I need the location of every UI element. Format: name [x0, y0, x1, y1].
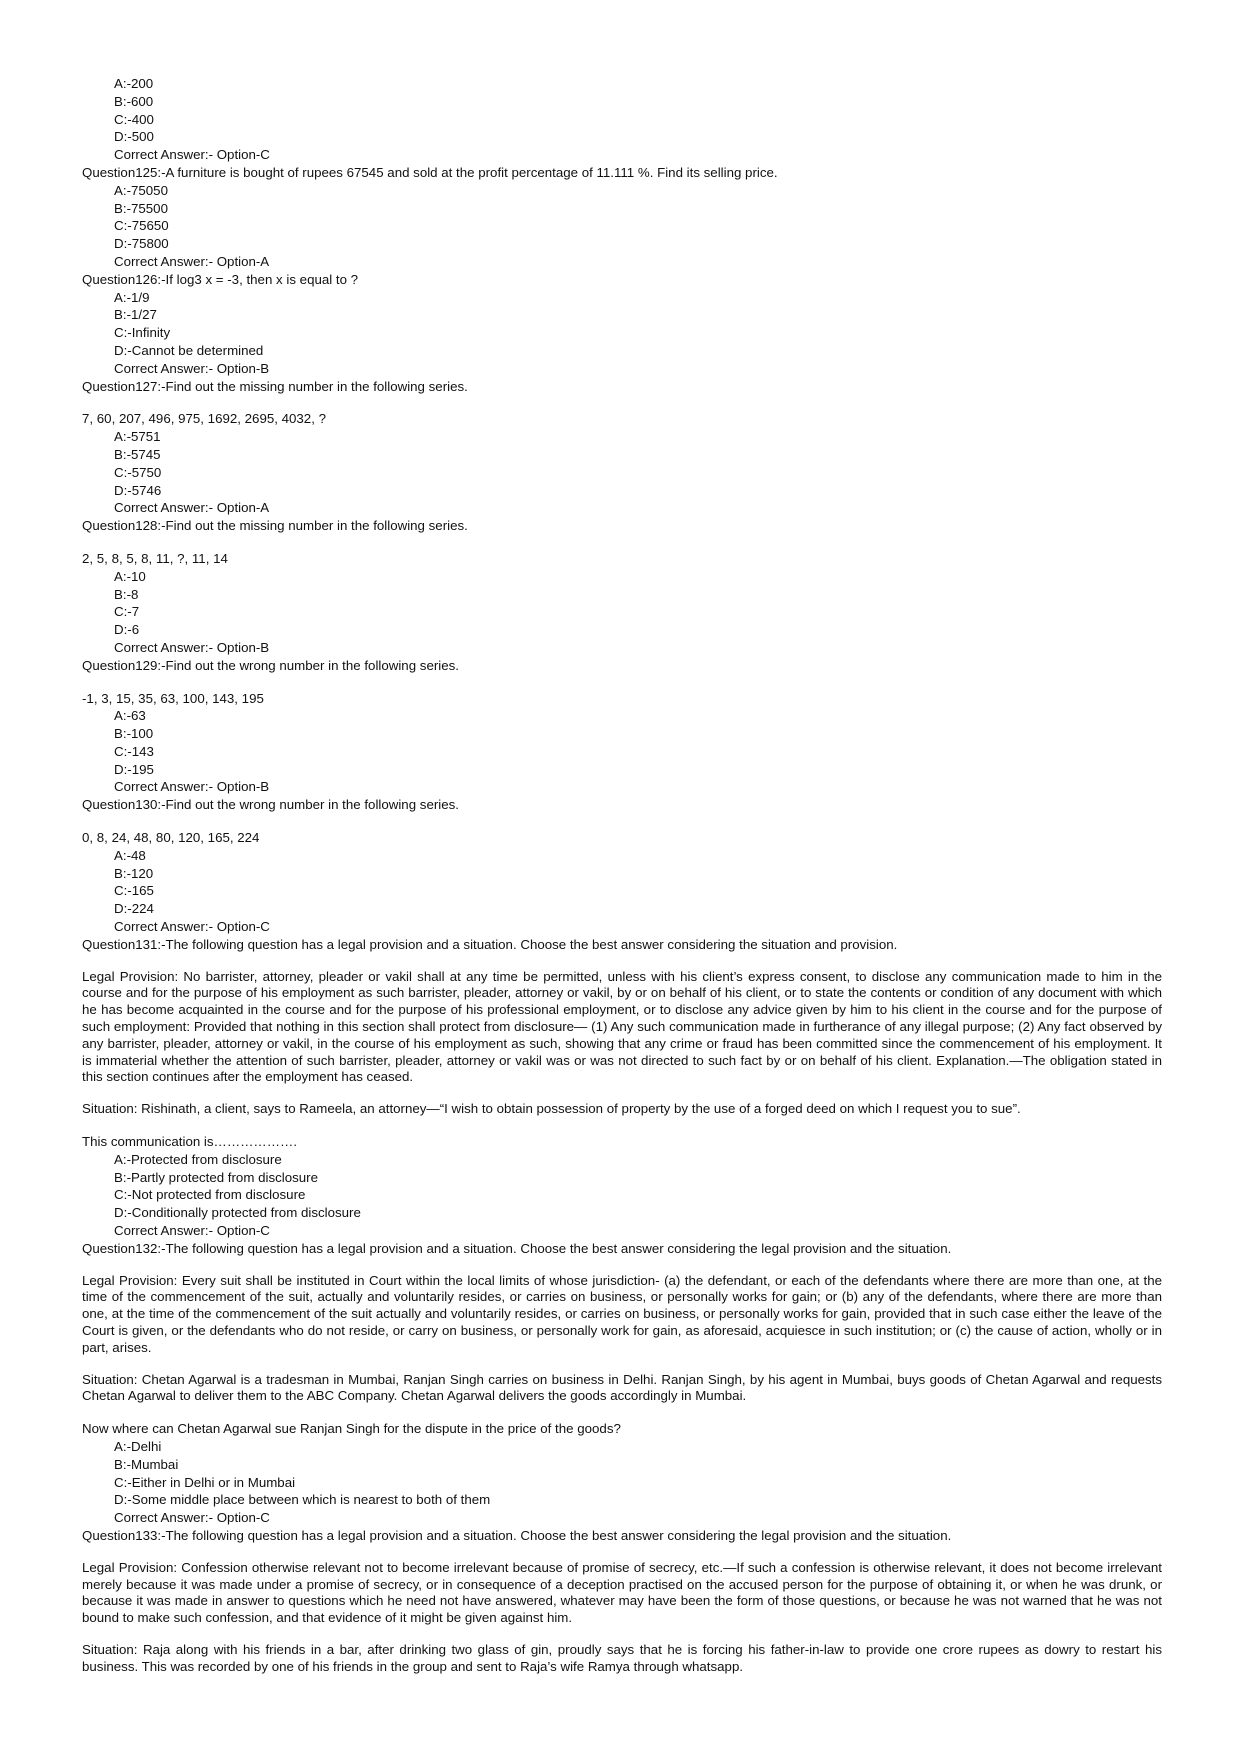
- option-d: D:-75800: [114, 236, 169, 252]
- option-d: D:-195: [114, 761, 154, 777]
- option-b: B:-120: [114, 865, 154, 881]
- situation: Situation: Chetan Agarwal is a tradesman in Mumbai, Ranjan Singh carries on business in Delhi. Ranjan Singh, by his agent in Mumbai, buys goods of Chetan Agarwal and requests Chetan Agarwal to deliver them to the ABC Company. Chetan Agarwal delivers the goods accordingly in Mumbai.: [82, 1371, 1162, 1404]
- option-b: B:-5745: [114, 446, 161, 462]
- option-d: D:-Some middle place between which is nearest to both of them: [114, 1492, 491, 1508]
- option-c: C:-Either in Delhi or in Mumbai: [114, 1474, 296, 1490]
- question-127: [82, 378, 1162, 518]
- question-text: Question133:-The following question has a legal provision and a situation. Choose the best answer considering the legal provision and the situation.: [82, 1527, 952, 1543]
- number-series: 0, 8, 24, 48, 80, 120, 165, 224: [82, 830, 260, 846]
- question-131: [82, 936, 1162, 1240]
- option-a: A:-1/9: [114, 289, 150, 305]
- question-129: [82, 657, 1162, 797]
- option-a: A:-5751: [114, 429, 161, 445]
- option-c: C:-143: [114, 743, 154, 759]
- situation: Situation: Raja along with his friends in a bar, after drinking two glass of gin, proudly says that he is forcing his father-in-law to provide one crore rupees as dowry to restart his business. This was recorded by one of his friends in the group and sent to Raja’s wife Ramya through whatsapp.: [82, 1641, 1162, 1674]
- option-d: D:-500: [114, 129, 154, 145]
- option-b: B:-1/27: [114, 307, 157, 323]
- option-b: B:-Mumbai: [114, 1456, 179, 1472]
- option-d: D:-5746: [114, 482, 162, 498]
- option-b: B:-600: [114, 93, 154, 109]
- option-c: C:-400: [114, 111, 154, 127]
- option-b: B:-75500: [114, 200, 168, 216]
- question-128: [82, 517, 1162, 657]
- question-text: Question127:-Find out the missing number in the following series.: [82, 378, 468, 394]
- question-text: Question129:-Find out the wrong number in the following series.: [82, 657, 459, 673]
- correct-answer: Correct Answer:- Option-B: [114, 360, 270, 376]
- correct-answer: Correct Answer:- Option-B: [114, 779, 270, 795]
- question-paper-page: [82, 75, 1162, 1676]
- question-text: Question131:-The following question has a legal provision and a situation. Choose the best answer considering the situation and provision.: [82, 936, 898, 952]
- question-text: Question126:-If log3 x = -3, then x is equal to ?: [82, 271, 359, 287]
- legal-provision: Legal Provision: No barrister, attorney, pleader or vakil shall at any time be permitted, unless with his client’s express consent, to disclose any communication made to him in the course and for the purpose of his employment as such barrister, pleader, attorney or vakil, by or on behalf of his client, or to state the contents or condition of any document with which he has become acquainted in the course and for the purpose of his professional employment, or to disclose any advice given by him to his client in the course and for the purpose of such employment: Provided that nothing in this section shall protect from disclosure— (1) Any such communication made in furtherance of any illegal purpose; (2) Any fact observed by any barrister, pleader, attorney or vakil, in the course of his employment as such, showing that any crime or fraud has been committed since the commencement of his employment. It is immaterial whether the attention of such barrister, pleader, attorney or vakil was or was not directed to such fact by or on behalf of his client. Explanation.—The obligation stated in this section continues after the employment has ceased.: [82, 968, 1162, 1085]
- legal-provision: Legal Provision: Every suit shall be instituted in Court within the local limits of whose jurisdiction- (a) the defendant, or each of the defendants where there are more than one, at the time of the commencement of the suit, actually and voluntarily resides, or carries on business, or personally works for gain; or (b) any of the defendants, where there are more than one, at the time of the commencement of the suit actually and voluntarily resides, or carries on business, or personally works for gain, provided that in such case either the leave of the Court is given, or the defendants who do not reside, or carry on business, or personally work for gain, as aforesaid, acquiesce in such institution; or (c) the cause of action, wholly or in part, arises.: [82, 1272, 1162, 1355]
- question-text: Question130:-Find out the wrong number in the following series.: [82, 797, 459, 813]
- legal-provision: Legal Provision: Confession otherwise relevant not to become irrelevant because of promise of secrecy, etc.—If such a confession is otherwise relevant, it does not become irrelevant merely because it was made under a promise of secrecy, or in consequence of a deception practised on the accused person for the purpose of obtaining it, or when he was drunk, or because it was made in answer to questions which he need not have answered, whatever may have been the form of those questions, or because he was not warned that he was not bound to make such confession, and that evidence of it might be given against him.: [82, 1559, 1162, 1626]
- question-133: [82, 1527, 1162, 1676]
- option-d: D:-6: [114, 622, 140, 638]
- question-text: Question132:-The following question has a legal provision and a situation. Choose the best answer considering the legal provision and the situation.: [82, 1240, 952, 1256]
- question-125: [82, 164, 1162, 271]
- question-130: [82, 796, 1162, 936]
- correct-answer: Correct Answer:- Option-A: [114, 253, 270, 269]
- option-a: A:-48: [114, 847, 146, 863]
- option-a: A:-Delhi: [114, 1438, 162, 1454]
- option-a: A:-75050: [114, 182, 168, 198]
- option-c: C:-165: [114, 883, 154, 899]
- question-text: Question125:-A furniture is bought of rupees 67545 and sold at the profit percentage of 11.111 %. Find its selling price.: [82, 164, 778, 180]
- correct-answer: Correct Answer:- Option-C: [114, 1223, 270, 1239]
- option-a: A:-10: [114, 568, 146, 584]
- option-b: B:-100: [114, 726, 154, 742]
- option-a: A:-200: [114, 76, 154, 91]
- correct-answer: Correct Answer:- Option-C: [114, 147, 270, 163]
- option-b: B:-8: [114, 586, 139, 602]
- situation: Situation: Rishinath, a client, says to Rameela, an attorney—“I wish to obtain possession of property by the use of a forged deed on which I request you to sue”.: [82, 1101, 1021, 1117]
- correct-answer: Correct Answer:- Option-C: [114, 1510, 270, 1526]
- question-124-tail: [82, 75, 1162, 164]
- question-prompt: Now where can Chetan Agarwal sue Ranjan Singh for the dispute in the price of the goods?: [82, 1421, 621, 1437]
- option-d: D:-Conditionally protected from disclosure: [114, 1205, 361, 1221]
- option-d: D:-224: [114, 901, 154, 917]
- question-text: Question128:-Find out the missing number in the following series.: [82, 518, 468, 534]
- correct-answer: Correct Answer:- Option-B: [114, 639, 270, 655]
- number-series: 7, 60, 207, 496, 975, 1692, 2695, 4032, ?: [82, 411, 326, 427]
- question-prompt: This communication is……………….: [82, 1134, 298, 1150]
- option-a: A:-63: [114, 708, 146, 724]
- number-series: -1, 3, 15, 35, 63, 100, 143, 195: [82, 690, 264, 706]
- correct-answer: Correct Answer:- Option-A: [114, 500, 270, 516]
- question-132: [82, 1240, 1162, 1527]
- question-126: [82, 271, 1162, 378]
- option-c: C:-5750: [114, 464, 162, 480]
- option-c: C:-7: [114, 604, 140, 620]
- number-series: 2, 5, 8, 5, 8, 11, ?, 11, 14: [82, 550, 228, 566]
- option-c: C:-75650: [114, 218, 169, 234]
- option-c: C:-Infinity: [114, 325, 171, 341]
- option-c: C:-Not protected from disclosure: [114, 1187, 306, 1203]
- option-a: A:-Protected from disclosure: [114, 1151, 282, 1167]
- correct-answer: Correct Answer:- Option-C: [114, 919, 270, 935]
- option-b: B:-Partly protected from disclosure: [114, 1169, 318, 1185]
- option-d: D:-Cannot be determined: [114, 342, 264, 358]
